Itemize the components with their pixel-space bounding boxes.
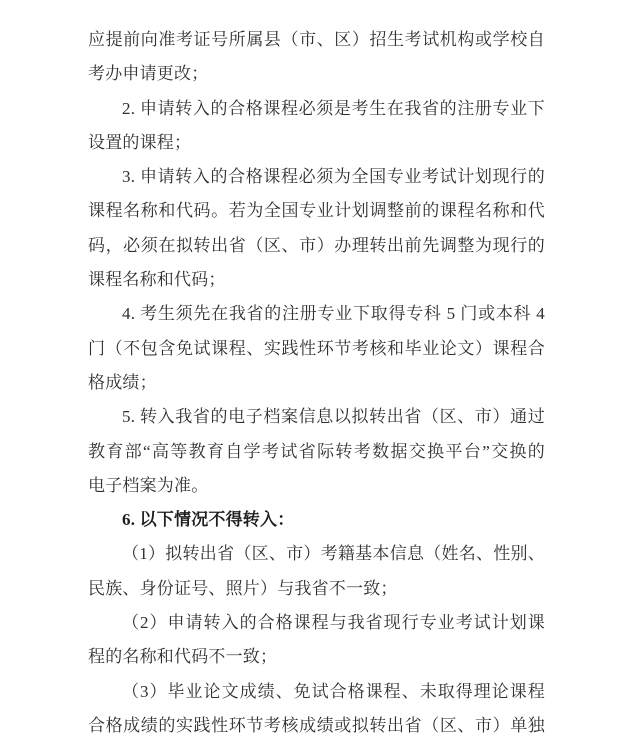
text-line: 格成绩； [88,372,157,392]
text-line: （3）毕业论文成绩、免试合格课程、未取得理论课程 [122,681,545,701]
text-line: 考办申请更改； [88,64,209,84]
text-line: 应提前向准考证号所属县（市、区）招生考试机构或学校自 [88,30,545,49]
text-line: 4. 考生须先在我省的注册专业下取得专科 5 门或本科 4 [122,304,545,324]
text-line: 门（不包含免试课程、实践性环节考核和毕业论文）课程合 [88,338,545,358]
text-line: 5. 转入我省的电子档案信息以拟转出省（区、市）通过 [122,407,545,427]
text-line: 教育部“高等教育自学考试省际转考数据交换平台”交换的 [88,441,545,461]
text-line: （2）申请转入的合格课程与我省现行专业考试计划课 [122,613,545,633]
section-heading: 6. 以下情况不得转入： [122,510,295,530]
text-line: 电子档案为准。 [88,475,209,495]
text-line: 码，必须在拟转出省（区、市）办理转出前先调整为现行的 [88,235,545,255]
text-line: （1）拟转出省（区、市）考籍基本信息（姓名、性别、 [122,544,545,564]
text-line: 设置的课程； [88,132,192,152]
text-line: 合格成绩的实践性环节考核成绩或拟转出省（区、市）单独 [88,715,545,735]
text-line: 课程名称和代码。若为全国专业计划调整前的课程名称和代 [88,201,545,221]
text-line: 课程名称和代码； [88,270,226,290]
text-line: 民族、身份证号、照片）与我省不一致； [88,578,398,598]
text-line: 3. 申请转入的合格课程必须为全国专业考试计划现行的 [122,167,545,187]
text-line: 程的名称和代码不一致； [88,647,278,667]
text-line: 2. 申请转入的合格课程必须是考生在我省的注册专业下 [122,98,545,118]
